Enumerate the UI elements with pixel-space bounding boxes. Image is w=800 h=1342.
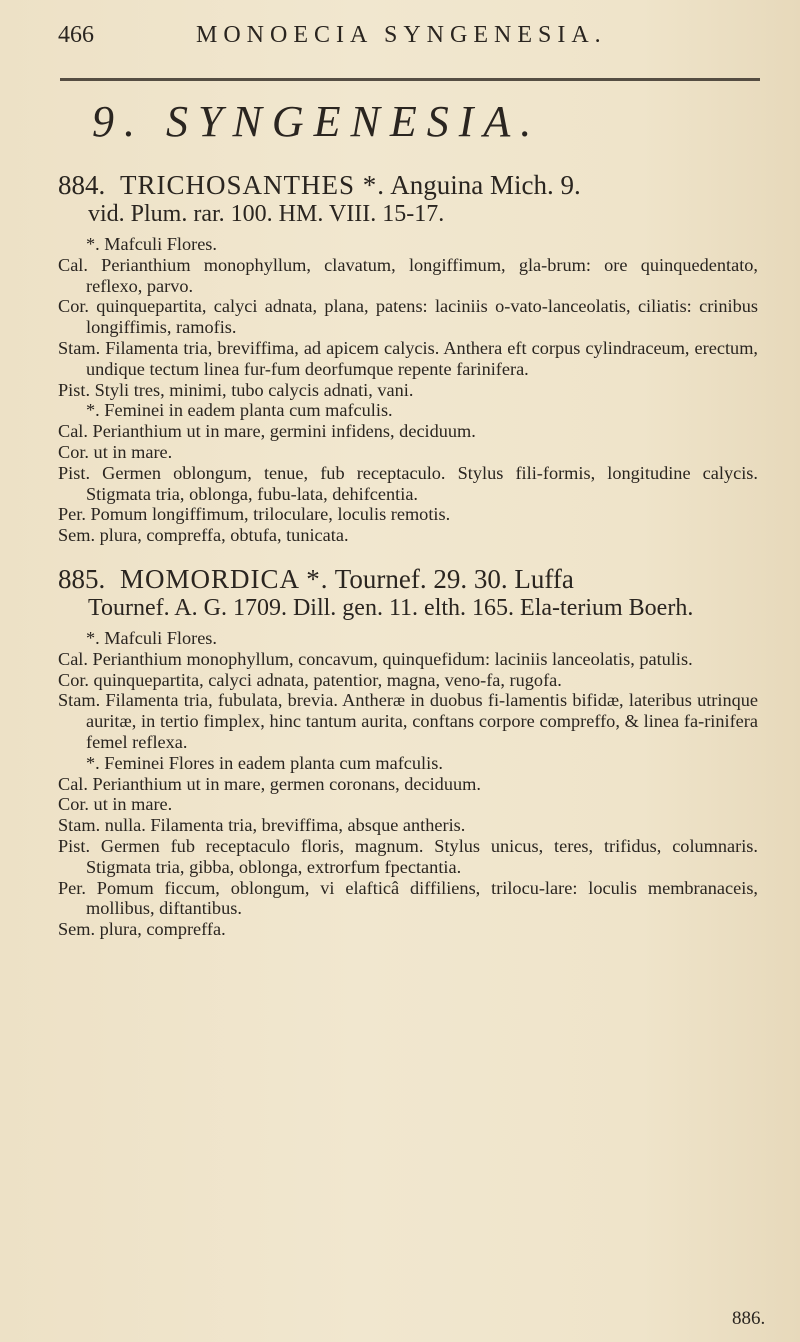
description-paragraph: Per. Pomum ficcum, oblongum, vi elafticâ diffiliens, trilocu-lare: loculis membranaceis, mollibus, diftantibus. — [58, 877, 758, 919]
genus-synonyms: Anguina Mich. 9. — [390, 170, 581, 200]
description-paragraph: Cor. quinquepartita, calyci adnata, patentior, magna, veno-fa, rugofa. — [58, 669, 562, 690]
description-paragraph: Cor. ut in mare. — [58, 441, 173, 462]
description-paragraph: Per. Pomum longiffimum, triloculare, loculis remotis. — [58, 504, 451, 525]
description-paragraph: Sem. plura, compreffa, obtufa, tunicata. — [58, 525, 349, 546]
genus-name: TRICHOSANTHES *. — [120, 170, 386, 200]
description-paragraph: Pist. Germen oblongum, tenue, fub receptaculo. Stylus fili-formis, longitudine calycis. Stigmata tria, oblonga, fubu-lata, dehifcentia. — [58, 462, 758, 504]
genus-number: 884. — [58, 170, 106, 200]
catchword: 886. — [732, 1308, 766, 1329]
page-number: 466 — [58, 22, 94, 48]
flower-group-heading: *. Feminei in eadem planta cum mafculis. — [86, 400, 393, 421]
genus-number: 885. — [58, 563, 106, 594]
description-paragraph: Stam. Filamenta tria, breviffima, ad apicem calycis. Anthera eft corpus cylindraceum, erectum, undique tectum linea fur-fum deorfumque repente farinifera. — [58, 337, 758, 379]
description-paragraph: Pist. Germen fub receptaculo floris, magnum. Stylus unicus, teres, trifidus, columnaris. Stigmata tria, gibba, oblonga, extrorfum fpectantia. — [58, 835, 758, 877]
genus-heading — [58, 170, 758, 200]
flower-group-heading: *. Mafculi Flores. — [86, 627, 217, 648]
genus-name: MOMORDICA *. — [120, 563, 329, 594]
description-paragraph: Cor. quinquepartita, calyci adnata, plana, patens: laciniis o-vato-lanceolatis, ciliatis: crinibus longiffimis, ramofis. — [58, 296, 758, 338]
section-title: 9. SYNGENESIA. — [92, 97, 542, 146]
genus-entry-885 — [58, 564, 758, 940]
description-paragraph: Stam. Filamenta tria, fubulata, brevia. Antheræ in duobus fi-lamentis bifidæ, lateribus utrinque auritæ, in tertio fimplex, hinc tantum aurita, conftans corpore compreffo, & linea fa-rinifera femel reflexa. — [58, 690, 758, 752]
header-rule — [60, 78, 760, 83]
description-paragraph: Cal. Perianthium monophyllum, clavatum, longiffimum, gla-brum: ore quinquedentato, reflexo, parvo. — [58, 254, 758, 296]
running-head: MONOECIA SYNGENESIA. — [196, 22, 607, 48]
flower-group-heading: *. Feminei Flores in eadem planta cum mafculis. — [86, 752, 443, 773]
flower-group-heading: *. Mafculi Flores. — [86, 234, 217, 254]
description-paragraph: Cor. ut in mare. — [58, 794, 173, 815]
description-paragraph: Stam. nulla. Filamenta tria, breviffima, absque antheris. — [58, 815, 466, 836]
genus-synonyms-continued: Tournef. A. G. 1709. Dill. gen. 11. elth. 165. Ela-terium Boerh. — [88, 594, 694, 621]
page-body — [58, 170, 758, 958]
description-paragraph: Pist. Styli tres, minimi, tubo calycis adnati, vani. — [58, 379, 414, 400]
description-paragraph: Sem. plura, compreffa. — [58, 919, 226, 940]
page-header — [58, 22, 758, 62]
description-paragraph: Cal. Perianthium ut in mare, germini infidens, deciduum. — [58, 421, 476, 442]
description-paragraph: Cal. Perianthium ut in mare, germen coronans, deciduum. — [58, 773, 481, 794]
genus-heading — [58, 564, 758, 594]
genus-synonyms: Tournef. 29. 30. Luffa — [334, 563, 574, 594]
genus-entry-884 — [58, 170, 758, 546]
genus-synonyms-continued: vid. Plum. rar. 100. HM. VIII. 15-17. — [88, 201, 445, 227]
description-paragraph: Cal. Perianthium monophyllum, concavum, quinquefidum: laciniis lanceolatis, patulis. — [58, 648, 693, 669]
